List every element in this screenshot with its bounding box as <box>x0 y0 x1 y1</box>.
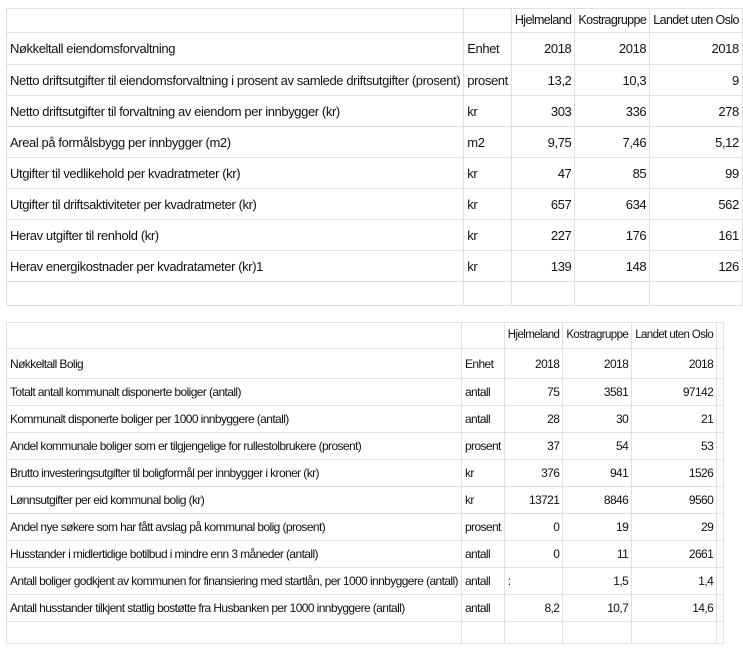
unit-cell[interactable]: kr <box>464 189 512 220</box>
value-cell[interactable]: 8,2 <box>504 595 563 622</box>
value-cell[interactable]: 53 <box>632 433 717 460</box>
value-cell[interactable]: 9,75 <box>511 127 575 158</box>
blank-cell[interactable] <box>461 323 504 349</box>
table-row <box>7 487 724 514</box>
year-cell[interactable]: 2018 <box>563 349 632 379</box>
blank-cell[interactable] <box>511 282 575 306</box>
table-row <box>7 406 724 433</box>
value-cell[interactable]: : <box>504 568 563 595</box>
blank-cell[interactable] <box>632 622 717 644</box>
row-label[interactable]: Netto driftsutgifter til eiendomsforvaltning i prosent av samlede driftsutgifter (prosent) <box>7 65 464 96</box>
value-cell[interactable]: 3581 <box>563 379 632 406</box>
value-cell[interactable]: 941 <box>563 460 632 487</box>
value-cell[interactable]: 13,2 <box>511 65 575 96</box>
row-label[interactable]: Areal på formålsbygg per innbygger (m2) <box>7 127 464 158</box>
value-cell[interactable]: 0 <box>504 541 563 568</box>
table-separator <box>0 308 722 320</box>
value-cell[interactable]: 148 <box>575 251 650 282</box>
blank-cell[interactable] <box>717 595 724 622</box>
table-row <box>7 251 743 282</box>
blank-cell[interactable] <box>504 622 563 644</box>
value-cell[interactable]: 562 <box>650 189 743 220</box>
year-cell[interactable]: 2018 <box>650 33 743 65</box>
table-row <box>7 541 724 568</box>
unit-cell[interactable]: kr <box>464 96 512 127</box>
value-cell[interactable]: 47 <box>511 158 575 189</box>
blank-cell[interactable] <box>717 622 724 644</box>
unit-cell[interactable]: m2 <box>464 127 512 158</box>
row-label[interactable]: Netto driftsutgifter til forvaltning av eiendom per innbygger (kr) <box>7 96 464 127</box>
table-row <box>7 158 743 189</box>
table-row <box>7 96 743 127</box>
col-header-kostragruppe[interactable]: Kostragruppe <box>563 323 632 349</box>
eiendomsforvaltning-table <box>6 8 743 306</box>
table-row <box>7 220 743 251</box>
value-cell[interactable]: 99 <box>650 158 743 189</box>
municipality-header-row <box>7 323 724 349</box>
row-label[interactable]: Herav utgifter til renhold (kr) <box>7 220 464 251</box>
blank-cell[interactable] <box>717 349 724 379</box>
table-row <box>7 568 724 595</box>
value-cell[interactable]: 54 <box>563 433 632 460</box>
row-label[interactable]: Husstander i midlertidige botilbud i mindre enn 3 måneder (antall) <box>7 541 462 568</box>
value-cell[interactable]: 19 <box>563 514 632 541</box>
unit-cell[interactable]: kr <box>461 460 504 487</box>
unit-header[interactable]: Enhet <box>464 33 512 65</box>
value-cell[interactable]: 9 <box>650 65 743 96</box>
unit-cell[interactable]: prosent <box>461 433 504 460</box>
row-label[interactable]: Kommunalt disponerte boliger per 1000 innbyggere (antall) <box>7 406 462 433</box>
row-label[interactable]: Utgifter til driftsaktiviteter per kvadratmeter (kr) <box>7 189 464 220</box>
row-label[interactable]: Utgifter til vedlikehold per kvadratmeter (kr) <box>7 158 464 189</box>
blank-cell[interactable] <box>7 622 462 644</box>
row-label[interactable]: Herav energikostnader per kvadratameter (kr)1 <box>7 251 464 282</box>
col-header-kostragruppe[interactable]: Kostragruppe <box>575 9 650 33</box>
value-cell[interactable]: 0 <box>504 514 563 541</box>
year-cell[interactable]: 2018 <box>511 33 575 65</box>
blank-cell[interactable] <box>461 622 504 644</box>
col-header-landet[interactable]: Landet uten Oslo <box>650 9 743 33</box>
blank-cell[interactable] <box>7 9 464 33</box>
value-cell[interactable]: 376 <box>504 460 563 487</box>
unit-cell[interactable]: kr <box>464 158 512 189</box>
table-row <box>7 189 743 220</box>
value-cell[interactable]: 10,7 <box>563 595 632 622</box>
row-label[interactable]: Antall husstander tilkjent statlig bostøtte fra Husbanken per 1000 innbyggere (antall) <box>7 595 462 622</box>
table-title[interactable]: Nøkkeltall Bolig <box>7 349 462 379</box>
blank-cell[interactable] <box>717 433 724 460</box>
year-cell[interactable]: 2018 <box>632 349 717 379</box>
value-cell[interactable]: 303 <box>511 96 575 127</box>
blank-cell[interactable] <box>464 282 512 306</box>
value-cell[interactable]: 28 <box>504 406 563 433</box>
unit-cell[interactable]: kr <box>461 487 504 514</box>
blank-cell[interactable] <box>563 622 632 644</box>
row-label[interactable]: Lønnsutgifter per eid kommunal bolig (kr) <box>7 487 462 514</box>
table-row <box>7 379 724 406</box>
value-cell[interactable]: 97142 <box>632 379 717 406</box>
blank-cell[interactable] <box>717 460 724 487</box>
table-row <box>7 595 724 622</box>
unit-cell[interactable]: antall <box>461 406 504 433</box>
row-label[interactable]: Andel kommunale boliger som er tilgjengelige for rullestolbrukere (prosent) <box>7 433 462 460</box>
row-label[interactable]: Antall boliger godkjent av kommunen for finansiering med startlån, per 1000 innbyggere (antall) <box>7 568 462 595</box>
col-header-hjelmeland[interactable]: Hjelmeland <box>511 9 575 33</box>
value-cell[interactable]: 126 <box>650 251 743 282</box>
unit-cell[interactable]: antall <box>461 541 504 568</box>
blank-cell[interactable] <box>717 541 724 568</box>
unit-header[interactable]: Enhet <box>461 349 504 379</box>
blank-cell[interactable] <box>717 568 724 595</box>
value-cell[interactable]: 278 <box>650 96 743 127</box>
table-row <box>7 127 743 158</box>
value-cell[interactable]: 29 <box>632 514 717 541</box>
unit-cell[interactable]: antall <box>461 595 504 622</box>
value-cell[interactable]: 634 <box>575 189 650 220</box>
year-cell[interactable]: 2018 <box>504 349 563 379</box>
year-cell[interactable]: 2018 <box>575 33 650 65</box>
value-cell[interactable]: 7,46 <box>575 127 650 158</box>
value-cell[interactable]: 2661 <box>632 541 717 568</box>
row-label[interactable]: Andel nye søkere som har fått avslag på kommunal bolig (prosent) <box>7 514 462 541</box>
value-cell[interactable]: 5,12 <box>650 127 743 158</box>
value-cell[interactable]: 139 <box>511 251 575 282</box>
value-cell[interactable]: 85 <box>575 158 650 189</box>
blank-cell[interactable] <box>464 9 512 33</box>
unit-cell[interactable]: prosent <box>464 65 512 96</box>
value-cell[interactable]: 13721 <box>504 487 563 514</box>
year-header-row <box>7 349 724 379</box>
value-cell[interactable]: 176 <box>575 220 650 251</box>
blank-cell[interactable] <box>7 323 462 349</box>
unit-cell[interactable]: antall <box>461 568 504 595</box>
blank-cell[interactable] <box>650 282 743 306</box>
row-label[interactable]: Brutto investeringsutgifter til boligformål per innbygger i kroner (kr) <box>7 460 462 487</box>
value-cell[interactable]: 10,3 <box>575 65 650 96</box>
value-cell[interactable]: 37 <box>504 433 563 460</box>
table-title[interactable]: Nøkkeltall eiendomsforvaltning <box>7 33 464 65</box>
blank-cell[interactable] <box>717 406 724 433</box>
value-cell[interactable]: 227 <box>511 220 575 251</box>
table-row <box>7 433 724 460</box>
table-row <box>7 65 743 96</box>
value-cell[interactable]: 8846 <box>563 487 632 514</box>
blank-cell[interactable] <box>7 282 464 306</box>
municipality-header-row <box>7 9 743 33</box>
blank-cell[interactable] <box>717 514 724 541</box>
value-cell[interactable]: 657 <box>511 189 575 220</box>
blank-cell[interactable] <box>575 282 650 306</box>
row-label[interactable]: Totalt antall kommunalt disponerte boliger (antall) <box>7 379 462 406</box>
col-header-landet[interactable]: Landet uten Oslo <box>632 323 717 349</box>
table-row <box>7 460 724 487</box>
unit-cell[interactable]: kr <box>464 220 512 251</box>
col-header-hjelmeland[interactable]: Hjelmeland <box>504 323 563 349</box>
unit-cell[interactable]: kr <box>464 251 512 282</box>
value-cell[interactable]: 14,6 <box>632 595 717 622</box>
value-cell[interactable]: 161 <box>650 220 743 251</box>
blank-cell[interactable] <box>717 379 724 406</box>
value-cell[interactable]: 1,4 <box>632 568 717 595</box>
value-cell[interactable]: 1,5 <box>563 568 632 595</box>
value-cell[interactable]: 30 <box>563 406 632 433</box>
unit-cell[interactable]: prosent <box>461 514 504 541</box>
value-cell[interactable]: 9560 <box>632 487 717 514</box>
year-header-row <box>7 33 743 65</box>
bolig-table <box>6 322 724 644</box>
value-cell[interactable]: 75 <box>504 379 563 406</box>
unit-cell[interactable]: antall <box>461 379 504 406</box>
value-cell[interactable]: 1526 <box>632 460 717 487</box>
value-cell[interactable]: 21 <box>632 406 717 433</box>
value-cell[interactable]: 11 <box>563 541 632 568</box>
table-row <box>7 514 724 541</box>
blank-cell[interactable] <box>717 487 724 514</box>
empty-row <box>7 282 743 306</box>
value-cell[interactable]: 336 <box>575 96 650 127</box>
empty-row <box>7 622 724 644</box>
blank-cell[interactable] <box>717 323 724 349</box>
